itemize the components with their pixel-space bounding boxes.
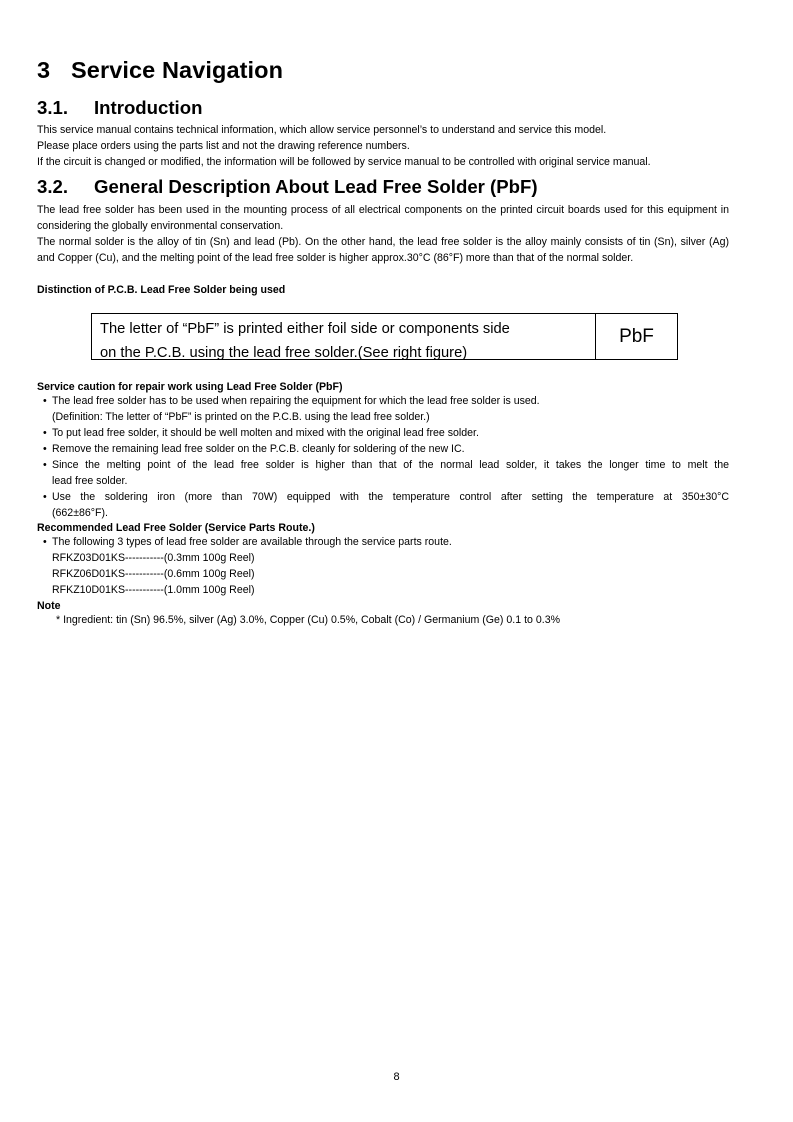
pbf-box-line-2: on the P.C.B. using the lead free solder.(See right figure): [100, 345, 468, 361]
section-heading-introduction: [37, 97, 202, 119]
bullet-dot: •: [43, 491, 47, 503]
recommended-intro: [37, 534, 452, 550]
distinction-heading: Distinction of P.C.B. Lead Free Solder being used: [37, 284, 286, 296]
bullet-dot: •: [43, 443, 47, 455]
section-number: 3.1.: [37, 97, 69, 118]
section-number: 3.2.: [37, 176, 69, 197]
recommended-intro-text: The following 3 types of lead free solder are available through the service parts route.: [52, 536, 452, 548]
solder-item-3: RFKZ10D01KS-----------(1.0mm 100g Reel): [52, 584, 255, 596]
caution-bullet-2: [37, 425, 479, 441]
caution-bullet-3: [37, 441, 465, 457]
chapter-heading: [37, 57, 283, 84]
solder-item-2: RFKZ06D01KS-----------(0.6mm 100g Reel): [52, 568, 255, 580]
caution-bullet-1-text: The lead free solder has to be used when repairing the equipment for which the lead free solder is used.: [52, 395, 540, 407]
caution-bullet-4-line-2: lead free solder.: [52, 475, 128, 487]
caution-bullet-1: [37, 393, 540, 409]
intro-line-1: This service manual contains technical information, which allow service personnel’s to understand and service this model.: [37, 124, 607, 136]
lead-free-paragraph-1: The lead free solder has been used in the mounting process of all electrical components on the printed circuit boards used for this equipment in considering the globally environmental conservation.: [37, 204, 729, 232]
lead-free-paragraph-2: The normal solder is the alloy of tin (Sn) and lead (Pb). On the other hand, the lead free solder is the alloy mainly consists of tin (Sn), silver (Ag) and Copper (Cu), and the melting point of the lead free solder is higher approx.30°C (86°F) more than that of the normal solder.: [37, 236, 729, 264]
caution-bullet-2-text: To put lead free solder, it should be well molten and mixed with the original lead free solder.: [52, 427, 479, 439]
solder-item-1: RFKZ03D01KS-----------(0.3mm 100g Reel): [52, 552, 255, 564]
section-title: General Description About Lead Free Solder (PbF): [94, 176, 538, 197]
caution-bullet-5: [37, 489, 729, 505]
pbf-info-box: [91, 313, 678, 360]
note-heading: Note: [37, 600, 61, 612]
caution-bullet-5-line-2: (662±86°F).: [52, 507, 108, 519]
caution-bullet-4: [37, 457, 729, 473]
caution-heading: Service caution for repair work using Lead Free Solder (PbF): [37, 381, 343, 393]
bullet-dot: •: [43, 536, 47, 548]
intro-line-2: Please place orders using the parts list and not the drawing reference numbers.: [37, 140, 410, 152]
pbf-mark: PbF: [619, 325, 654, 347]
page-number: 8: [393, 1071, 400, 1083]
section-heading-lead-free: [37, 176, 538, 198]
caution-definition: (Definition: The letter of “PbF” is printed on the P.C.B. using the lead free solder.): [52, 411, 430, 423]
chapter-title: Service Navigation: [71, 57, 284, 83]
intro-line-3: If the circuit is changed or modified, the information will be followed by service manual to be controlled with original service manual.: [37, 156, 651, 168]
caution-bullet-4-line-1: Since the melting point of the lead free solder is higher than that of the normal lead solder, it takes the longer time to melt the: [52, 459, 729, 471]
pbf-box-text: [100, 317, 590, 365]
pbf-box-line-1: The letter of “PbF” is printed either foil side or components side: [100, 321, 510, 337]
bullet-dot: •: [43, 395, 47, 407]
recommended-heading: Recommended Lead Free Solder (Service Parts Route.): [37, 522, 315, 534]
bullet-dot: •: [43, 459, 47, 471]
caution-bullet-5-line-1: Use the soldering iron (more than 70W) equipped with the temperature control after setting the temperature at 350±30°C: [52, 491, 729, 503]
chapter-number: 3: [37, 57, 51, 83]
caution-bullet-3-text: Remove the remaining lead free solder on the P.C.B. cleanly for soldering of the new IC.: [52, 443, 465, 455]
note-text: * Ingredient: tin (Sn) 96.5%, silver (Ag) 3.0%, Copper (Cu) 0.5%, Cobalt (Co) / Germanium (Ge) 0.1 to 0.3%: [56, 614, 560, 626]
section-title: Introduction: [94, 97, 203, 118]
bullet-dot: •: [43, 427, 47, 439]
